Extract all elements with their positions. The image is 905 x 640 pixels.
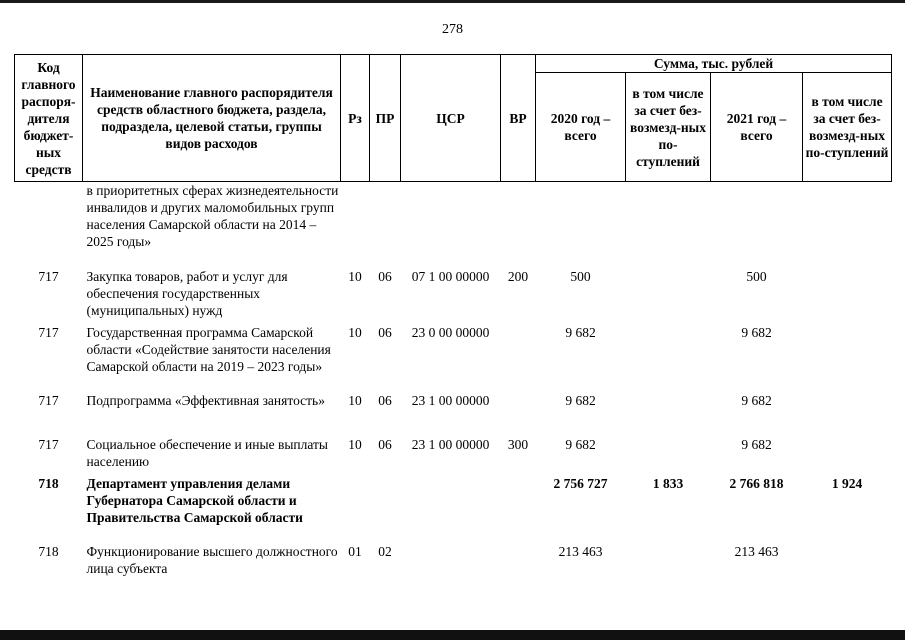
cell-2021-free bbox=[803, 324, 892, 392]
cell-csr bbox=[401, 182, 501, 268]
cell-2021-total: 9 682 bbox=[741, 324, 772, 340]
budget-table bbox=[14, 54, 892, 579]
scan-edge-bottom bbox=[0, 630, 905, 640]
header-sum: Сумма, тыс. рублей bbox=[536, 55, 892, 73]
cell-2021-total: 500 bbox=[746, 268, 767, 284]
cell-2020-free bbox=[626, 182, 711, 268]
cell-vr bbox=[501, 543, 536, 579]
cell-pr: 02 bbox=[378, 543, 392, 559]
cell-2021-total: 213 463 bbox=[734, 543, 779, 559]
cell-2020-free bbox=[626, 392, 711, 436]
cell-pr: 06 bbox=[378, 436, 392, 452]
cell-pr: 06 bbox=[378, 268, 392, 284]
scan-edge-top bbox=[0, 0, 905, 3]
header-code: Код главного распоря-дителя бюджет-ных средств bbox=[15, 55, 83, 182]
cell-2021-total: 2 766 818 bbox=[729, 475, 784, 491]
cell-2021-free: 1 924 bbox=[831, 475, 863, 491]
cell-2020-total bbox=[536, 182, 626, 268]
cell-csr: 23 1 00 00000 bbox=[411, 392, 490, 408]
cell-2020-free bbox=[626, 324, 711, 392]
header-name: Наименование главного распорядителя средств областного бюджета, раздела, подраздела, целевой статьи, группы видов расходов bbox=[83, 55, 341, 182]
header-2021-free: в том числе за счет без-возмезд-ных по-ступлений bbox=[803, 73, 892, 182]
cell-csr: 23 0 00 00000 bbox=[411, 324, 490, 340]
cell-2020-free: 1 833 bbox=[652, 475, 684, 491]
cell-2021-free bbox=[803, 182, 892, 268]
cell-2020-total: 9 682 bbox=[565, 392, 596, 408]
cell-vr bbox=[501, 182, 536, 268]
cell-pr: 06 bbox=[378, 392, 392, 408]
header-rz: Рз bbox=[341, 55, 370, 182]
cell-name: Социальное обеспечение и иные выплаты населению bbox=[86, 436, 328, 469]
cell-code bbox=[15, 182, 83, 268]
cell-2021-total bbox=[711, 182, 803, 268]
cell-name: Департамент управления делами Губернатора Самарской области и Правительства Самарской области bbox=[86, 475, 303, 525]
cell-name: Закупка товаров, работ и услуг для обеспечения государственных (муниципальных) нужд bbox=[86, 268, 288, 318]
header-vr: ВР bbox=[501, 55, 536, 182]
cell-csr bbox=[401, 543, 501, 579]
cell-2020-total: 9 682 bbox=[565, 436, 596, 452]
cell-2021-free bbox=[803, 543, 892, 579]
cell-2021-free bbox=[803, 436, 892, 475]
header-2020-total: 2020 год – всего bbox=[536, 73, 626, 182]
cell-2021-total: 9 682 bbox=[741, 436, 772, 452]
cell-vr bbox=[501, 475, 536, 543]
cell-2020-total: 2 756 727 bbox=[553, 475, 608, 491]
cell-2020-free bbox=[626, 268, 711, 324]
cell-name: Государственная программа Самарской области «Содействие занятости населения Самарской области на 2019 – 2023 годы» bbox=[86, 324, 331, 374]
cell-code: 717 bbox=[38, 324, 59, 340]
cell-csr: 07 1 00 00000 bbox=[411, 268, 490, 284]
table-row bbox=[15, 436, 892, 475]
cell-2020-free bbox=[626, 436, 711, 475]
table-row bbox=[15, 268, 892, 324]
cell-rz: 10 bbox=[348, 268, 362, 284]
cell-2021-free bbox=[803, 392, 892, 436]
cell-vr: 200 bbox=[507, 268, 529, 284]
cell-csr: 23 1 00 00000 bbox=[411, 436, 490, 452]
table-row bbox=[15, 392, 892, 436]
header-2020-free: в том числе за счет без-возмезд-ных по-ступлений bbox=[626, 73, 711, 182]
table-row bbox=[15, 475, 892, 543]
cell-2020-free bbox=[626, 543, 711, 579]
cell-vr: 300 bbox=[507, 436, 529, 452]
cell-rz: 10 bbox=[348, 392, 362, 408]
cell-2021-total: 9 682 bbox=[741, 392, 772, 408]
cell-2021-free bbox=[803, 268, 892, 324]
cell-vr bbox=[501, 324, 536, 392]
cell-rz: 01 bbox=[348, 543, 362, 559]
header-csr: ЦСР bbox=[401, 55, 501, 182]
cell-2020-total: 213 463 bbox=[558, 543, 603, 559]
cell-2020-total: 9 682 bbox=[565, 324, 596, 340]
cell-name: Функционирование высшего должностного лица субъекта bbox=[86, 543, 338, 576]
cell-2020-total: 500 bbox=[570, 268, 591, 284]
table-row bbox=[15, 543, 892, 579]
cell-rz bbox=[341, 475, 370, 543]
cell-vr bbox=[501, 392, 536, 436]
cell-rz: 10 bbox=[348, 324, 362, 340]
table-row bbox=[15, 324, 892, 392]
cell-name: Подпрограмма «Эффективная занятость» bbox=[86, 392, 325, 408]
cell-code: 717 bbox=[38, 436, 59, 452]
cell-pr: 06 bbox=[378, 324, 392, 340]
header-pr: ПР bbox=[370, 55, 401, 182]
cell-name: в приоритетных сферах жизнедеятельности инвалидов и других маломобильных групп населения Самарской области на 2014 – 2025 годы» bbox=[86, 183, 339, 249]
cell-code: 718 bbox=[38, 475, 59, 491]
cell-code: 717 bbox=[38, 392, 59, 408]
cell-code: 717 bbox=[38, 268, 59, 284]
cell-pr bbox=[370, 182, 401, 268]
page-number: 278 bbox=[442, 22, 463, 37]
cell-code: 718 bbox=[38, 543, 59, 559]
cell-pr bbox=[370, 475, 401, 543]
header-2021-total: 2021 год – всего bbox=[711, 73, 803, 182]
cell-csr bbox=[401, 475, 501, 543]
cell-rz: 10 bbox=[348, 436, 362, 452]
cell-rz bbox=[341, 182, 370, 268]
table-row bbox=[15, 182, 892, 268]
